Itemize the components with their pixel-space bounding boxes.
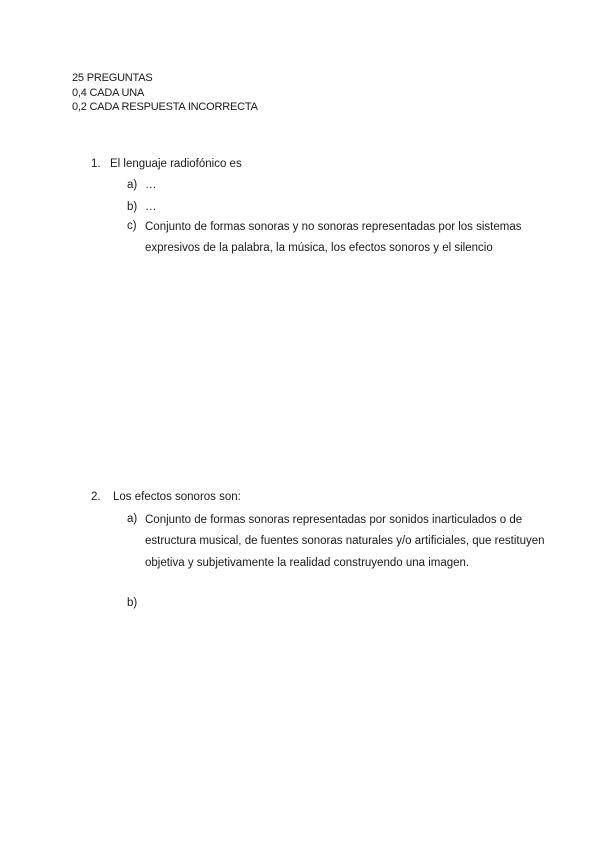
question-count: 25 PREGUNTAS	[72, 72, 153, 84]
option-letter: a)	[127, 179, 138, 191]
option-letter: c)	[127, 220, 137, 232]
question-text: Los efectos sonoros son:	[113, 491, 241, 503]
option-text: …	[145, 201, 157, 213]
question-number: 1.	[91, 158, 101, 170]
option-text: …	[145, 179, 157, 191]
option-text: Conjunto de formas sonoras y no sonoras representadas por los sistemas expresivos de la palabra, la música, los efectos sonoros y el silencio	[145, 221, 522, 255]
points-per-question: 0,4 CADA UNA	[72, 86, 145, 99]
option-letter: a)	[127, 513, 138, 525]
exam-header	[72, 71, 258, 115]
question-text: El lenguaje radiofónico es	[110, 158, 242, 170]
option-letter: b)	[127, 201, 138, 213]
option-letter: b)	[127, 597, 138, 609]
penalty-per-wrong-answer: 0,2 CADA RESPUESTA INCORRECTA	[72, 101, 258, 113]
option-text: Conjunto de formas sonoras representadas por sonidos inarticulados o de estructura musical, de fuentes sonoras naturales y/o artificiales, que restituyen objetiva y subjetivamente la realidad construyendo una imagen.	[145, 514, 545, 569]
question-number: 2.	[91, 491, 101, 503]
